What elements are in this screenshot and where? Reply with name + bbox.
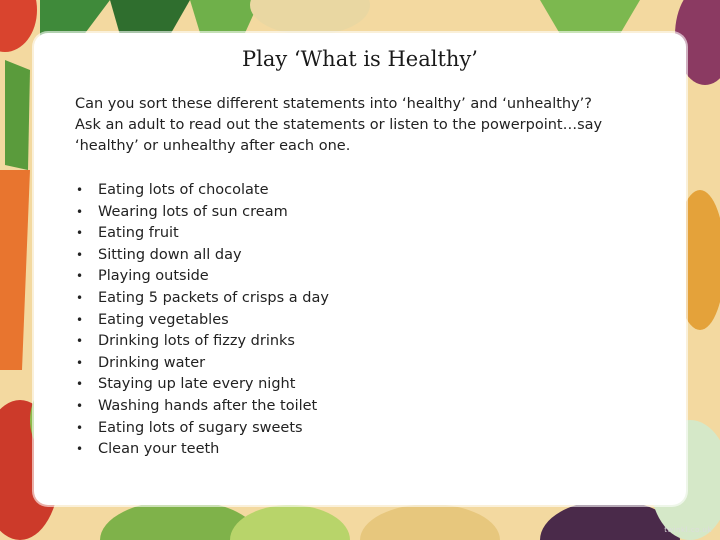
list-item-label: Sitting down all day xyxy=(98,246,242,263)
list-item-label: Washing hands after the toilet xyxy=(98,397,318,414)
intro-line: Can you sort these different statements into ‘healthy’ and ‘unhealthy’? xyxy=(75,96,592,112)
bullet-icon: • xyxy=(76,290,84,305)
list-item-label: Drinking water xyxy=(98,354,206,371)
list-item xyxy=(74,374,574,396)
list-item xyxy=(74,180,574,202)
list-item-label: Wearing lots of sun cream xyxy=(98,203,288,220)
list-item-label: Eating lots of chocolate xyxy=(98,182,269,198)
list-item xyxy=(74,439,574,461)
bullet-icon: • xyxy=(76,312,84,327)
bullet-icon: • xyxy=(76,334,84,349)
list-item-label: Playing outside xyxy=(98,268,209,285)
intro-line: ‘healthy’ or unhealthy after each one. xyxy=(75,138,351,154)
content-card xyxy=(34,33,686,505)
list-item xyxy=(74,353,574,375)
list-item-label: Staying up late every night xyxy=(98,376,296,393)
list-item-label: Eating 5 packets of crisps a day xyxy=(98,289,329,306)
list-item xyxy=(74,396,574,418)
list-item xyxy=(74,310,574,332)
intro-line: Ask an adult to read out the statements or listen to the powerpoint…say xyxy=(75,117,603,133)
bullet-icon: • xyxy=(76,420,84,435)
watermark: twinkl.co.uk xyxy=(664,526,712,534)
bullet-icon: • xyxy=(76,247,84,262)
list-item-label: Eating vegetables xyxy=(98,311,229,328)
list-item-label: Eating lots of sugary sweets xyxy=(98,419,303,436)
bullet-icon: • xyxy=(76,183,84,197)
list-item xyxy=(74,202,574,224)
list-item xyxy=(74,223,574,245)
intro-text xyxy=(75,94,635,157)
list-item-label: Clean your teeth xyxy=(98,441,220,458)
bullet-icon: • xyxy=(76,377,84,392)
list-item xyxy=(74,245,574,267)
list-item xyxy=(74,266,574,288)
bullet-icon: • xyxy=(76,204,84,219)
list-item-label: Eating fruit xyxy=(98,225,179,242)
list-item xyxy=(74,288,574,310)
page-title: Play ‘What is Healthy’ xyxy=(242,47,478,71)
statement-list xyxy=(74,180,574,461)
bullet-icon: • xyxy=(76,398,84,413)
list-item xyxy=(74,331,574,353)
bullet-icon: • xyxy=(76,355,84,370)
list-item-label: Drinking lots of fizzy drinks xyxy=(98,333,295,350)
bullet-icon: • xyxy=(76,442,84,457)
bullet-icon: • xyxy=(76,226,84,241)
list-item xyxy=(74,418,574,440)
bullet-icon: • xyxy=(76,269,84,284)
